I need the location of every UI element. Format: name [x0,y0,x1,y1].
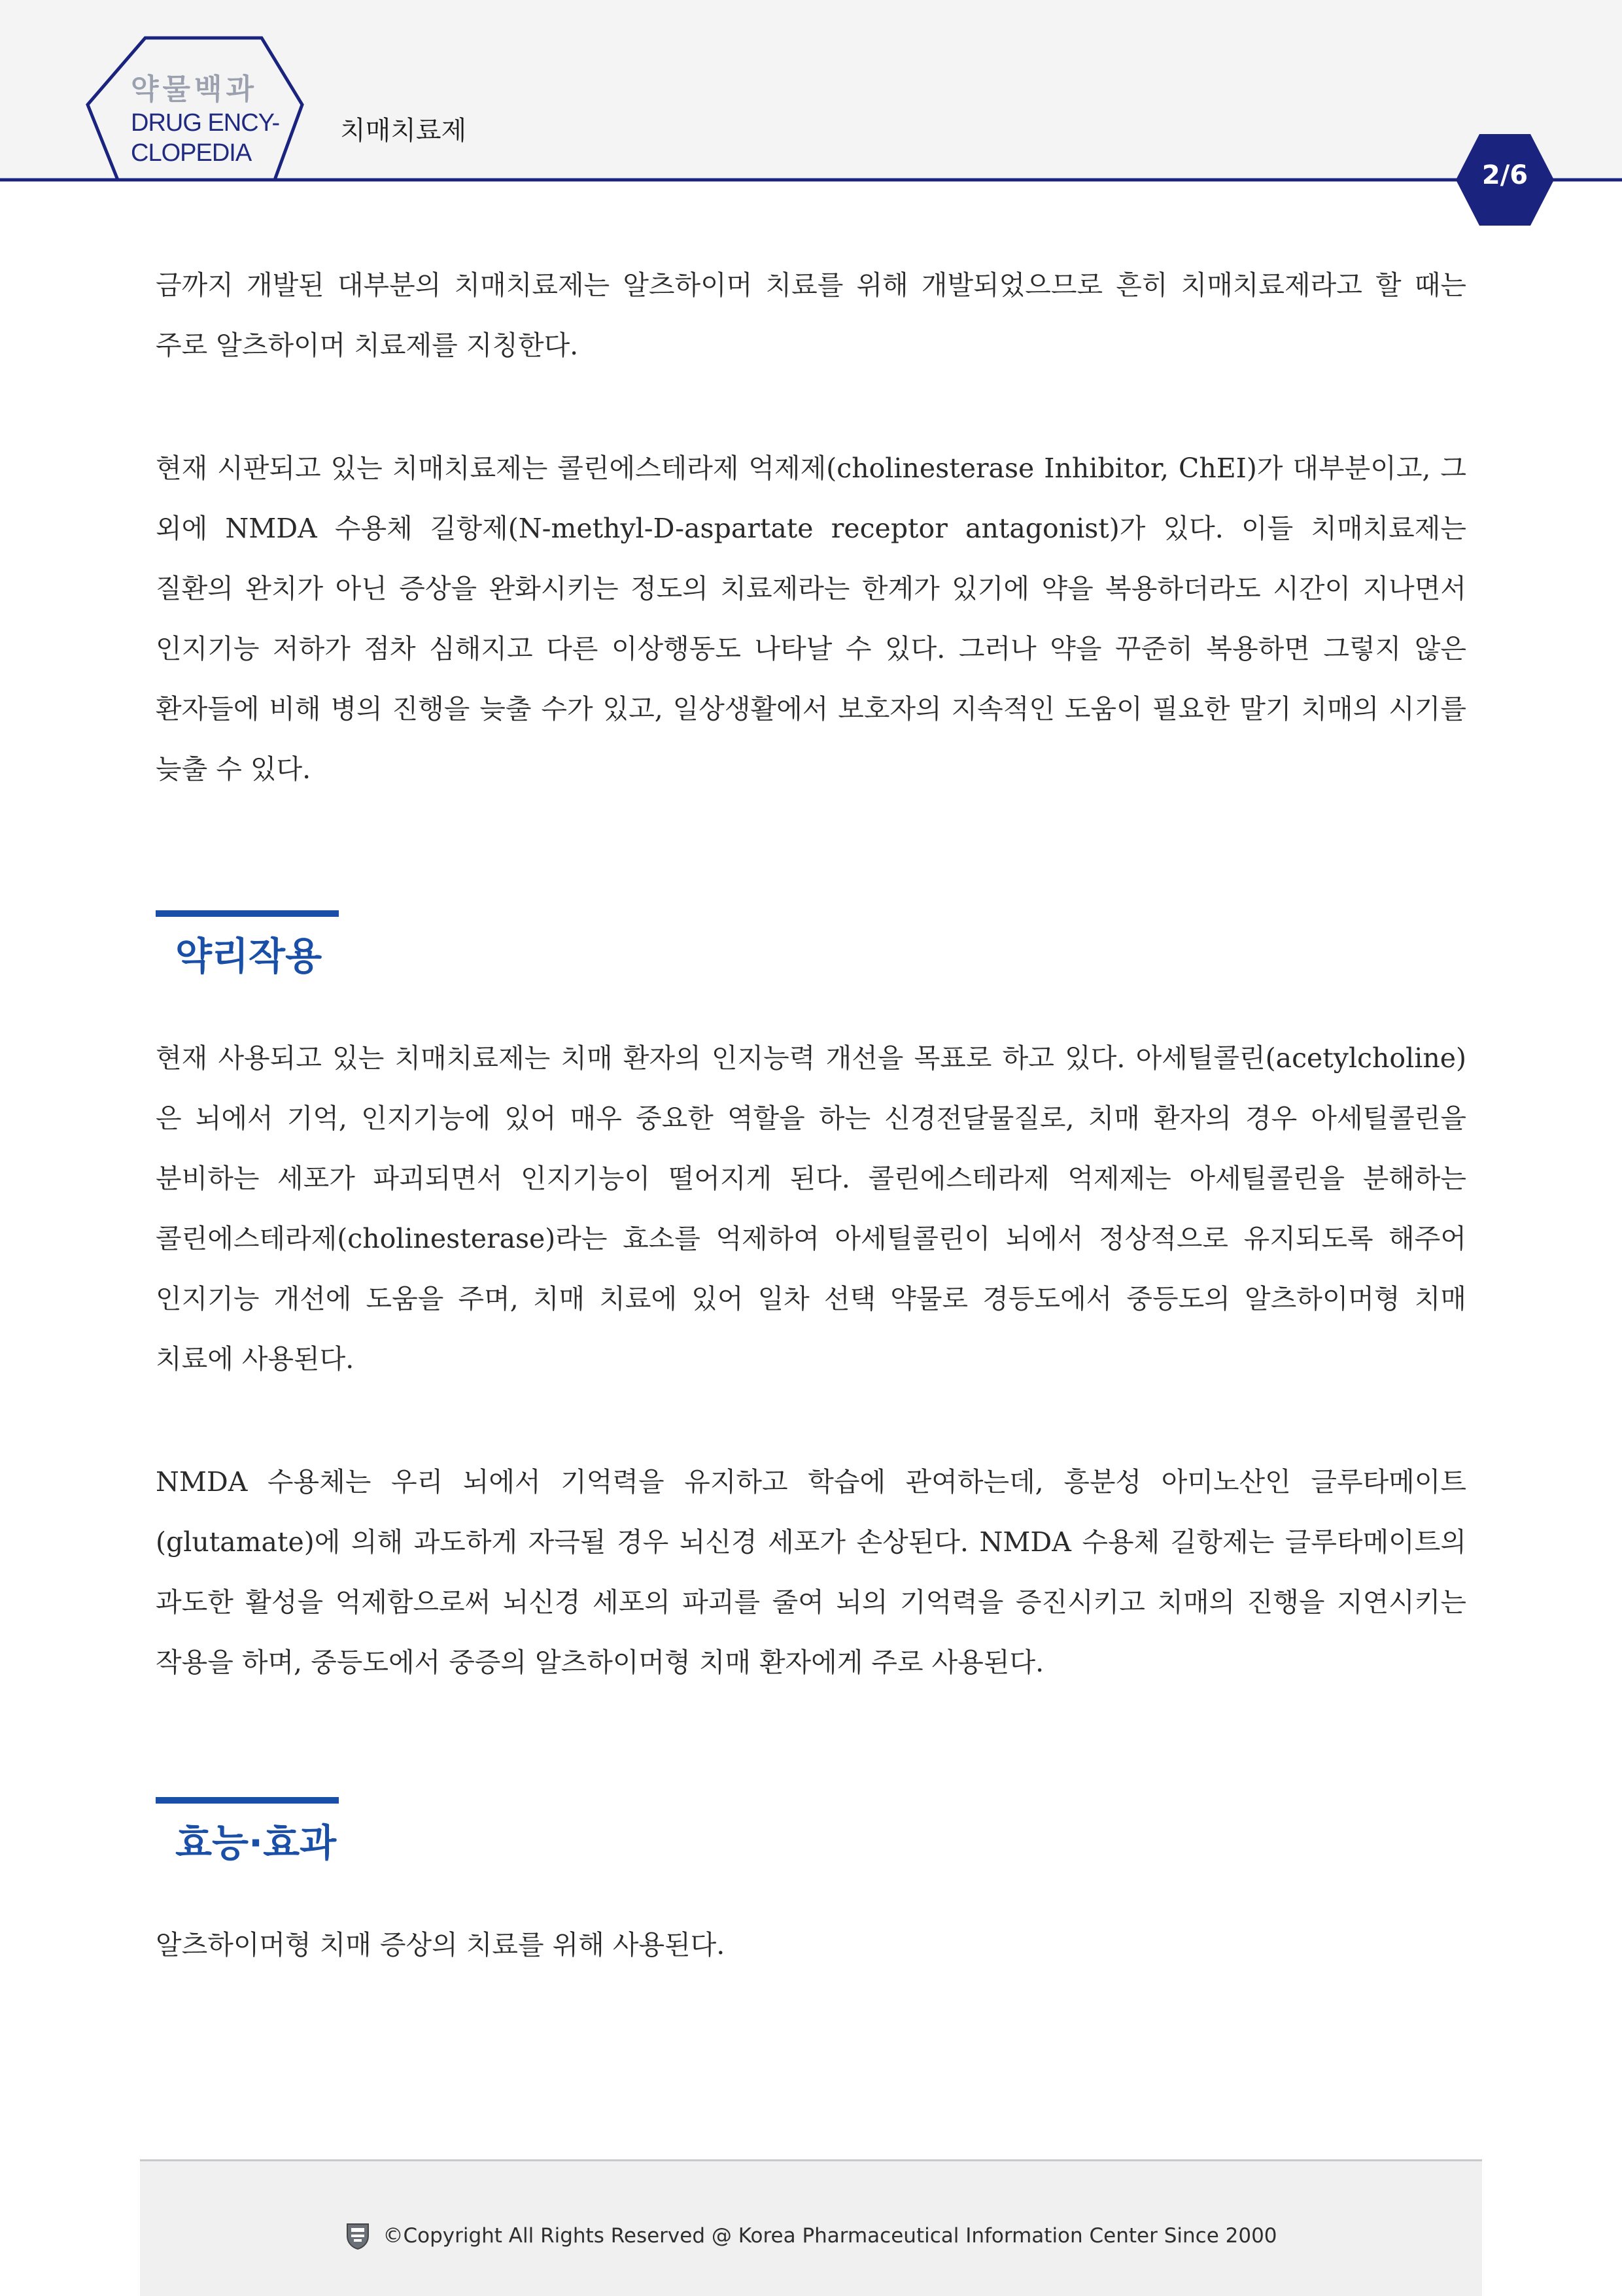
brand-name-english-line2: CLOPEDIA [131,139,252,167]
section-heading-pharmacology [156,910,1466,1002]
brand-name-english-line1: DRUG ENCY- [131,109,280,137]
intro-paragraph-2: 현재 시판되고 있는 치매치료제는 콜린에스테라제 억제제(cholinesterase Inhibitor, ChEI)가 대부분이고, 그 외에 NMDA 수용체 길항제(N-methyl-D-aspartate receptor antagonist)가 있다. 이들 치매치료제는 질환의 완치가 아닌 증상을 완화시키는 정도의 치료제라는 한계가 있기에 약을 복용하더라도 시간이 지나면서 인지기능 저하가 점차 심해지고 다른 이상행동도 나타날 수 있다. 그러나 약을 꾸준히 복용하면 그렇지 않은 환자들에 비해 병의 진행을 늦출 수가 있고, 일상생활에서 보호자의 지속적인 도움이 필요한 말기 치매의 시기를 늦출 수 있다. [156,453,1466,785]
efficacy-paragraph-1: 알츠하이머형 치매 증상의 치료를 위해 사용된다. [156,1929,725,1961]
footer [140,2159,1482,2296]
kpic-shield-icon [345,2221,371,2250]
brand-name-english [131,108,279,168]
brand-name-korean: 약물백과 [131,73,258,106]
section-rule [156,910,339,917]
copyright-text: ©Copyright All Rights Reserved @ Korea Pharmaceutical Information Center Since 2000 [383,2224,1277,2248]
pharmacology-paragraph-1: 현재 사용되고 있는 치매치료제는 치매 환자의 인지능력 개선을 목표로 하고 있다. 아세틸콜린(acetylcholine)은 뇌에서 기억, 인지기능에 있어 매우 중요한 역할을 하는 신경전달물질로, 치매 환자의 경우 아세틸콜린을 분비하는 세포가 파괴되면서 인지기능이 떨어지게 된다. 콜린에스테라제 억제제는 아세틸콜린을 분해하는 콜린에스테라제(cholinesterase)라는 효소를 억제하여 아세틸콜린이 뇌에서 정상적으로 유지되도록 해주어 인지기능 개선에 도움을 주며, 치매 치료에 있어 일차 선택 약물로 경등도에서 중등도의 알츠하이머형 치매 치료에 사용된다. [156,1042,1466,1375]
document-title: 치매치료제 [340,116,467,146]
intro-paragraph-1: 금까지 개발된 대부분의 치매치료제는 알츠하이머 치료를 위해 개발되었으므로 흔히 치매치료제라고 할 때는 주로 알츠하이머 치료제를 지칭한다. [156,269,1466,361]
page-content [156,255,1466,1975]
section-heading-efficacy [156,1797,1466,1889]
section-title: 효능·효과 [175,1821,337,1865]
section-rule [156,1797,339,1804]
section-title: 약리작용 [175,934,322,978]
page-number: 2/6 [1481,160,1528,190]
footer-copyright-line [140,2221,1482,2250]
pharmacology-paragraph-2: NMDA 수용체는 우리 뇌에서 기억력을 유지하고 학습에 관여하는데, 흥분성 아미노산인 글루타메이트(glutamate)에 의해 과도하게 자극될 경우 뇌신경 세포가 손상된다. NMDA 수용체 길항제는 글루타메이트의 과도한 활성을 억제함으로써 뇌신경 세포의 파괴를 줄여 뇌의 기억력을 증진시키고 치매의 진행을 지연시키는 작용을 하며, 중등도에서 중증의 알츠하이머형 치매 환자에게 주로 사용된다. [156,1466,1466,1678]
